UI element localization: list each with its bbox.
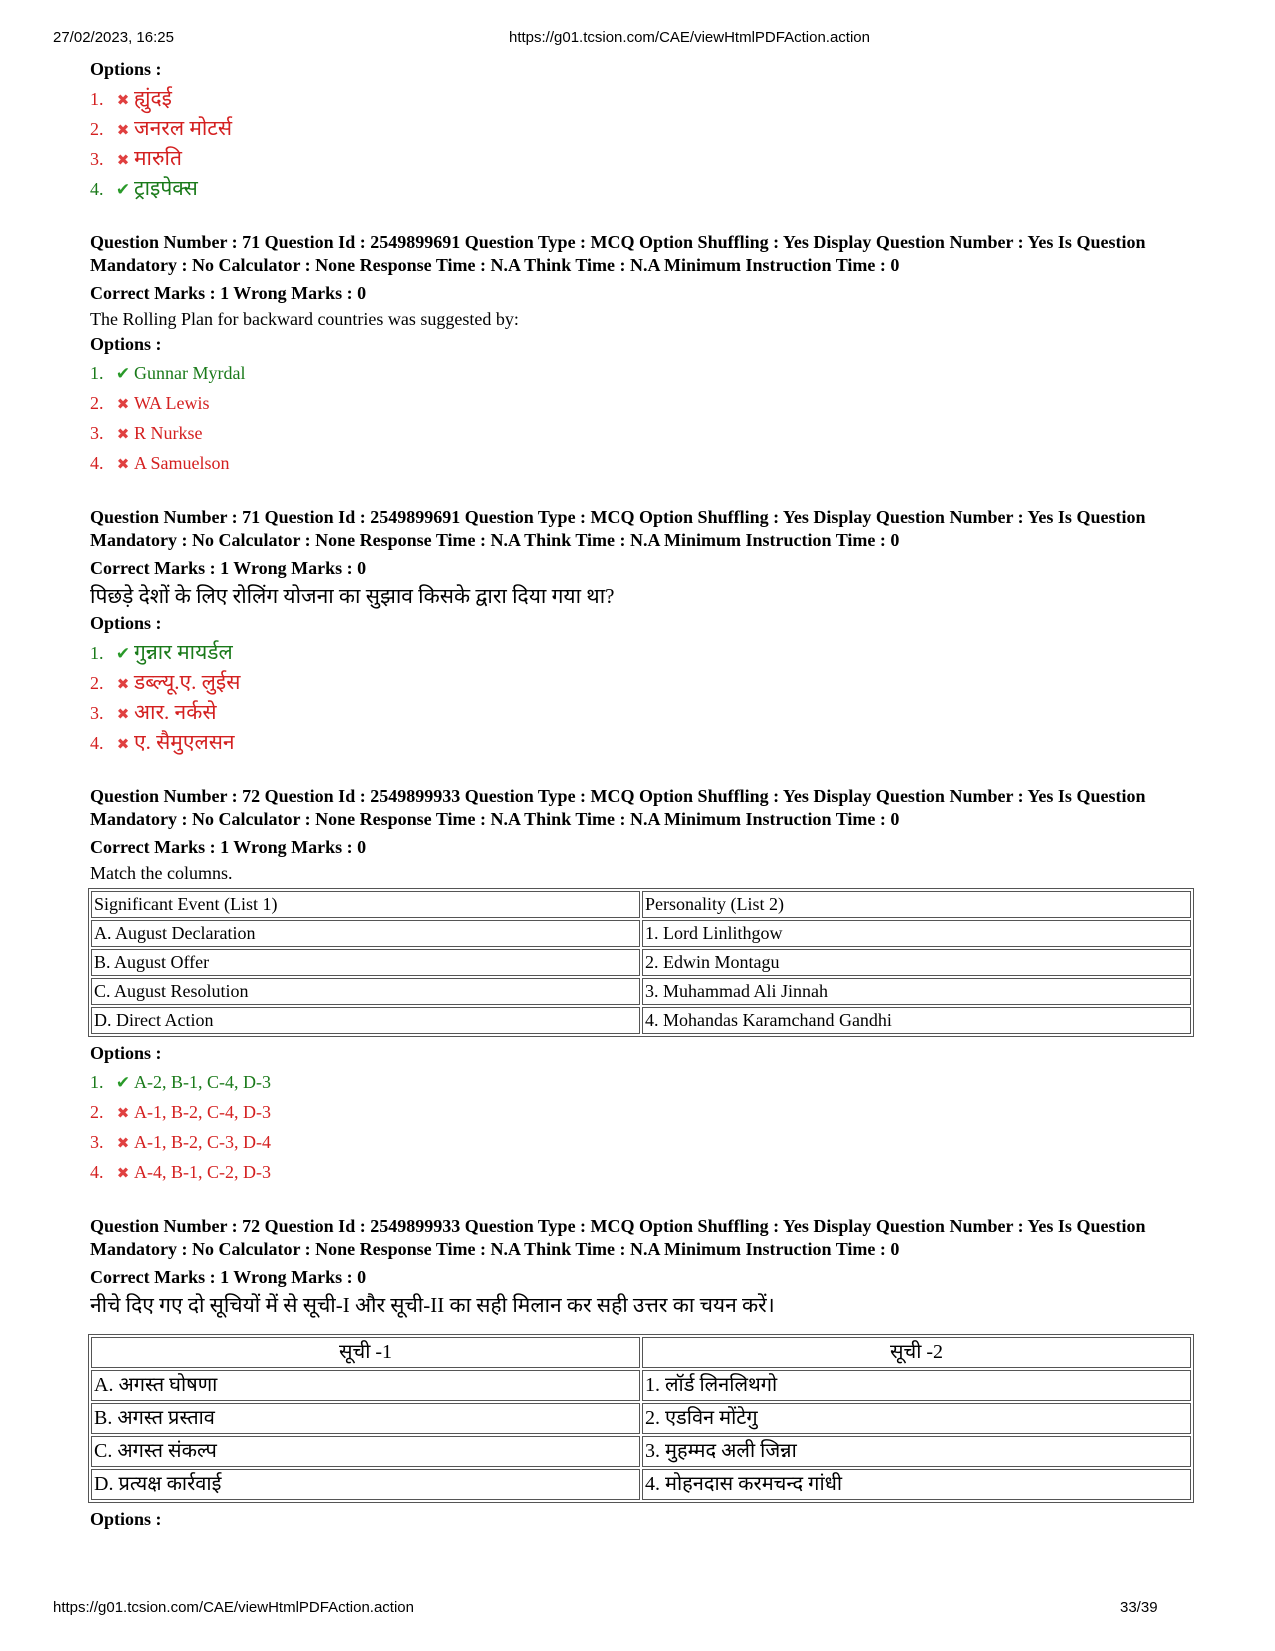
table-cell: A. August Declaration	[91, 920, 640, 947]
page-number: 33/39	[1120, 1599, 1158, 1616]
question-marks: Correct Marks : 1 Wrong Marks : 0	[90, 837, 367, 857]
cross-icon: ✖	[116, 91, 130, 109]
option-item: 2. ✖ डब्ल्यू.ए. लुईस	[90, 667, 1200, 697]
options-label: Options :	[90, 1043, 162, 1063]
table-cell: C. August Resolution	[91, 978, 640, 1005]
table-row	[91, 1370, 1191, 1401]
table-cell: 1. Lord Linlithgow	[642, 920, 1191, 947]
cross-icon: ✖	[116, 455, 130, 473]
question-marks: Correct Marks : 1 Wrong Marks : 0	[90, 283, 367, 303]
table-cell: 3. मुहम्मद अली जिन्ना	[642, 1436, 1191, 1467]
table-cell: Significant Event (List 1)	[91, 891, 640, 918]
cross-icon: ✖	[116, 735, 130, 753]
option-item: 1. ✖ ह्युंदई	[90, 83, 1200, 113]
table-cell: सूची -1	[91, 1337, 640, 1368]
footer-url: https://g01.tcsion.com/CAE/viewHtmlPDFAction.action	[53, 1599, 414, 1616]
option-item-correct: 4. ✔ ट्राइपेक्स	[90, 173, 1200, 203]
question-text: Match the columns.	[90, 863, 233, 883]
table-cell: D. Direct Action	[91, 1007, 640, 1034]
table-row	[91, 978, 1191, 1005]
question-text: नीचे दिए गए दो सूचियों में से सूची-I और सूची-II का सही मिलान कर सही उत्तर का चयन करें।	[90, 1293, 775, 1317]
question-meta: Question Number : 71 Question Id : 2549899691 Question Type : MCQ Option Shuffling : Yes Display Question Number : Yes Is Question Mandatory : No Calculator : None Response Time : N.A Think Time : N.A Minimum Instruction Time : 0	[90, 232, 1146, 275]
print-url: https://g01.tcsion.com/CAE/viewHtmlPDFAction.action	[509, 29, 870, 46]
options-list	[90, 83, 1200, 203]
check-icon: ✔	[115, 364, 131, 384]
option-item: 2. ✖ WA Lewis	[90, 388, 1200, 418]
table-row	[91, 1436, 1191, 1467]
check-icon: ✔	[115, 180, 131, 200]
question-block	[90, 1215, 1200, 1531]
option-item: 4. ✖ A Samuelson	[90, 448, 1200, 478]
cross-icon: ✖	[116, 675, 130, 693]
table-cell: 1. लॉर्ड लिनलिथगो	[642, 1370, 1191, 1401]
cross-icon: ✖	[116, 425, 130, 443]
options-list	[90, 637, 1200, 757]
question-text: पिछड़े देशों के लिए रोलिंग योजना का सुझाव किसके द्वारा दिया गया था?	[90, 584, 615, 608]
table-row	[91, 949, 1191, 976]
table-cell: 2. एडविन मोंटेगु	[642, 1403, 1191, 1434]
question-marks: Correct Marks : 1 Wrong Marks : 0	[90, 1267, 367, 1287]
table-cell: 4. Mohandas Karamchand Gandhi	[642, 1007, 1191, 1034]
option-item-correct: 1. ✔ गुन्नार मायर्डल	[90, 637, 1200, 667]
options-list	[90, 1067, 1200, 1187]
option-item-correct: 1. ✔ Gunnar Myrdal	[90, 358, 1200, 388]
question-block	[90, 506, 1200, 757]
question-text: The Rolling Plan for backward countries was suggested by:	[90, 309, 519, 329]
option-item: 3. ✖ आर. नर्कसे	[90, 697, 1200, 727]
option-item: 3. ✖ A-1, B-2, C-3, D-4	[90, 1127, 1200, 1157]
table-row	[91, 1007, 1191, 1034]
option-item-correct: 1. ✔ A-2, B-1, C-4, D-3	[90, 1067, 1200, 1097]
question-block	[90, 785, 1200, 1187]
table-cell: Personality (List 2)	[642, 891, 1191, 918]
question-meta: Question Number : 71 Question Id : 2549899691 Question Type : MCQ Option Shuffling : Yes Display Question Number : Yes Is Question Mandatory : No Calculator : None Response Time : N.A Think Time : N.A Minimum Instruction Time : 0	[90, 507, 1146, 550]
table-cell: B. अगस्त प्रस्ताव	[91, 1403, 640, 1434]
table-row	[91, 1403, 1191, 1434]
cross-icon: ✖	[116, 1134, 130, 1152]
option-item: 2. ✖ A-1, B-2, C-4, D-3	[90, 1097, 1200, 1127]
match-table	[88, 888, 1194, 1037]
table-cell: 3. Muhammad Ali Jinnah	[642, 978, 1191, 1005]
table-cell: 2. Edwin Montagu	[642, 949, 1191, 976]
check-icon: ✔	[115, 644, 131, 664]
cross-icon: ✖	[116, 395, 130, 413]
table-cell: 4. मोहनदास करमचन्द गांधी	[642, 1469, 1191, 1500]
cross-icon: ✖	[116, 151, 130, 169]
options-label: Options :	[90, 613, 162, 633]
table-cell: B. August Offer	[91, 949, 640, 976]
question-meta: Question Number : 72 Question Id : 2549899933 Question Type : MCQ Option Shuffling : Yes Display Question Number : Yes Is Question Mandatory : No Calculator : None Response Time : N.A Think Time : N.A Minimum Instruction Time : 0	[90, 786, 1146, 829]
option-item: 3. ✖ R Nurkse	[90, 418, 1200, 448]
table-row	[91, 1469, 1191, 1500]
table-cell: A. अगस्त घोषणा	[91, 1370, 640, 1401]
option-item: 4. ✖ A-4, B-1, C-2, D-3	[90, 1157, 1200, 1187]
question-block	[90, 231, 1200, 478]
options-label: Options :	[90, 59, 162, 79]
table-header-row	[91, 1337, 1191, 1368]
cross-icon: ✖	[116, 121, 130, 139]
option-item: 3. ✖ मारुति	[90, 143, 1200, 173]
question-paper	[90, 57, 1200, 1531]
table-row	[91, 920, 1191, 947]
cross-icon: ✖	[116, 705, 130, 723]
check-icon: ✔	[115, 1073, 131, 1093]
table-header-row	[91, 891, 1191, 918]
prev-question-options	[90, 57, 1200, 203]
cross-icon: ✖	[116, 1104, 130, 1122]
option-item: 4. ✖ ए. सैमुएलसन	[90, 727, 1200, 757]
match-table	[88, 1334, 1194, 1503]
options-label: Options :	[90, 1509, 162, 1529]
question-meta: Question Number : 72 Question Id : 2549899933 Question Type : MCQ Option Shuffling : Yes Display Question Number : Yes Is Question Mandatory : No Calculator : None Response Time : N.A Think Time : N.A Minimum Instruction Time : 0	[90, 1216, 1146, 1259]
option-item: 2. ✖ जनरल मोटर्स	[90, 113, 1200, 143]
table-cell: सूची -2	[642, 1337, 1191, 1368]
cross-icon: ✖	[116, 1164, 130, 1182]
print-datetime: 27/02/2023, 16:25	[53, 29, 174, 46]
table-cell: D. प्रत्यक्ष कार्रवाई	[91, 1469, 640, 1500]
question-marks: Correct Marks : 1 Wrong Marks : 0	[90, 558, 367, 578]
options-label: Options :	[90, 334, 162, 354]
table-cell: C. अगस्त संकल्प	[91, 1436, 640, 1467]
options-list	[90, 358, 1200, 478]
